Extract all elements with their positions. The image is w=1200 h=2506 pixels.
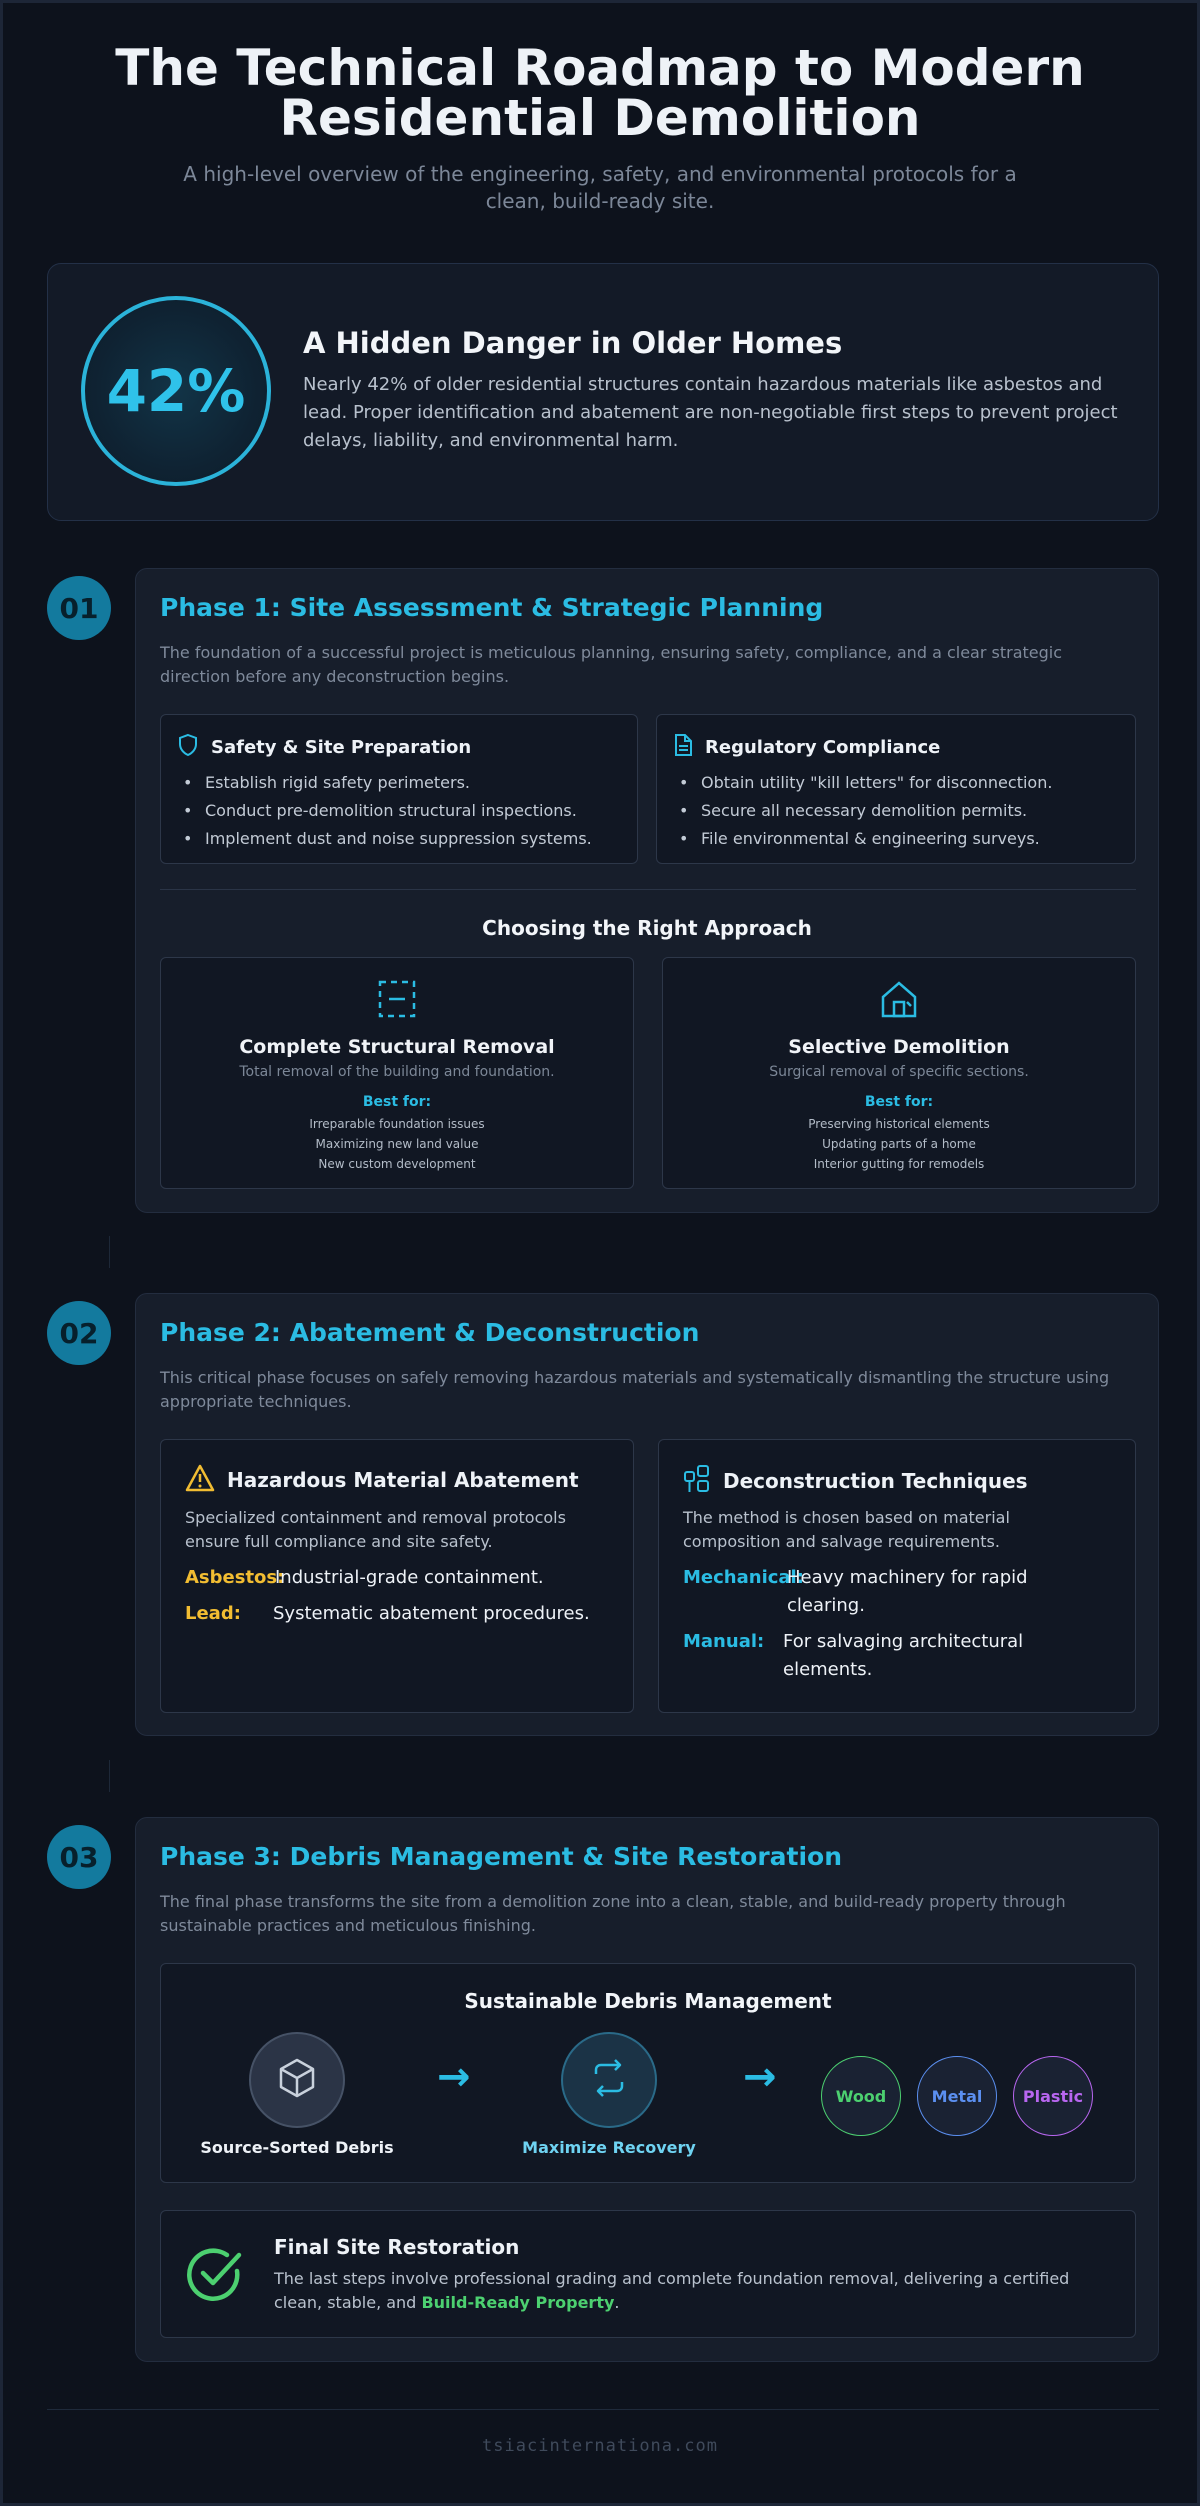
page-subtitle: A high-level overview of the engineering, safety, and environmental protocols for a clean, build-ready site. [183,162,1017,213]
hazard-abatement-box [160,1439,634,1713]
title-line-1: The Technical Roadmap to Modern [115,39,1085,97]
asbestos-value: Industrial-grade containment. [275,1567,544,1588]
phase-2-number: 02 [47,1301,111,1365]
stat-value: 42% [106,357,246,425]
mechanical-value-line-2: clearing. [787,1595,865,1616]
phase-3-card [135,1817,1159,2362]
final-text-end: . [614,2293,620,2312]
recycle-icon [587,2056,631,2104]
final-text: The last steps involve professional grading and complete foundation removal, delivering a certified clean, stable, and [274,2269,1070,2312]
lead-value: Systematic abatement procedures. [273,1603,590,1624]
material-metal: Metal [917,2056,997,2136]
final-text-block [274,2267,1114,2315]
option-description: Surgical removal of specific sections. [769,1064,1029,1080]
mechanical-row [683,1564,1143,1624]
approach-title: Choosing the Right Approach [482,916,812,940]
recovery-node [561,2032,657,2128]
phase-3-title: Phase 3: Debris Management & Site Restoration [160,1842,843,1871]
safety-list [181,769,592,853]
list-item: Updating parts of a home [822,1137,976,1151]
source-node [249,2032,345,2128]
list-item: Irreparable foundation issues [309,1117,485,1131]
hero-card [47,263,1159,521]
debris-title: Sustainable Debris Management [464,1989,832,2013]
debris-management-box [160,1963,1136,2183]
final-title: Final Site Restoration [274,2235,520,2259]
safety-box [160,714,638,864]
phase-3-description: The final phase transforms the site from a demolition zone into a clean, stable, and build-ready property through sustainable practices and meticulous finishing. [160,1892,1066,1935]
mechanical-key: Mechanical: [683,1567,804,1588]
phase-2-description: This critical phase focuses on safely removing hazardous materials and systematically dismantling the structure using appropriate techniques. [160,1368,1110,1411]
list-item: • File environmental & engineering surveys. [677,825,1052,853]
hero-title: A Hidden Danger in Older Homes [303,326,843,360]
safety-header [177,733,471,761]
house-icon [663,978,1135,1020]
hazard-header [185,1464,579,1496]
stat-circle [81,296,271,486]
divider [160,889,1136,890]
regulatory-header [673,733,940,761]
header [3,3,1197,215]
check-circle-icon [185,2245,245,2309]
phase-1-number: 01 [47,576,111,640]
source-label: Source-Sorted Debris [200,2138,394,2157]
arrow-right-icon: → [437,2054,471,2100]
dashed-square-icon [161,978,633,1020]
title-line-2: Residential Demolition [279,89,921,147]
selective-demolition-option [662,957,1136,1189]
list-item: • Establish rigid safety perimeters. [181,769,592,797]
manual-value-line-2: elements. [783,1659,873,1680]
best-for-label: Best for: [362,1094,432,1110]
document-icon [673,733,693,761]
hazard-text: Specialized containment and removal protocols ensure full compliance and site safety. [185,1508,566,1551]
techniques-heading: Deconstruction Techniques [723,1469,1028,1493]
techniques-text: The method is chosen based on material composition and salvage requirements. [683,1508,1010,1551]
page-title [3,39,1197,147]
timeline-connector [109,1760,110,1792]
recovery-label: Maximize Recovery [522,2138,696,2157]
cube-icon [275,2056,319,2104]
material-wood: Wood [821,2056,901,2136]
build-ready-highlight: Build-Ready Property [421,2293,615,2312]
asbestos-key: Asbestos: [185,1567,285,1588]
techniques-header [683,1464,1028,1498]
footer-text: tsiacinternationa.com [482,2436,718,2456]
phase-3-number: 03 [47,1825,111,1889]
warning-icon [185,1464,215,1496]
list-item: Maximizing new land value [315,1137,479,1151]
timeline-connector [109,1236,110,1268]
option-title: Selective Demolition [788,1036,1010,1058]
phase-2-card [135,1293,1159,1736]
manual-key: Manual: [683,1631,765,1652]
manual-value-line-1: For salvaging architectural [783,1631,1024,1652]
lead-key: Lead: [185,1603,241,1624]
material-plastic: Plastic [1013,2056,1093,2136]
regulatory-list [677,769,1052,853]
hero-text: Nearly 42% of older residential structures contain hazardous materials like asbestos and lead. Proper identification and abatement are non-negotiable first steps to prevent project delays, liability, and environmental harm. [303,374,1118,451]
shield-icon [177,733,199,761]
final-restoration-box [160,2210,1136,2338]
deconstruction-box [658,1439,1136,1713]
regulatory-heading: Regulatory Compliance [705,736,941,758]
list-item: • Conduct pre-demolition structural inspections. [181,797,592,825]
best-for-label: Best for: [864,1094,934,1110]
list-item: • Obtain utility "kill letters" for disconnection. [677,769,1052,797]
regulatory-box [656,714,1136,864]
complete-removal-option [160,957,634,1189]
list-item: Interior gutting for remodels [813,1157,985,1171]
list-item: • Secure all necessary demolition permits. [677,797,1052,825]
option-title: Complete Structural Removal [239,1036,555,1058]
mechanical-value-line-1: Heavy machinery for rapid [787,1567,1028,1588]
manual-row [683,1628,1143,1688]
option-description: Total removal of the building and foundation. [239,1064,555,1080]
phase-1-card [135,568,1159,1213]
list-item: Preserving historical elements [808,1117,990,1131]
phase-2-title: Phase 2: Abatement & Deconstruction [160,1318,700,1347]
hazard-heading: Hazardous Material Abatement [227,1468,579,1492]
list-item: New custom development [318,1157,476,1171]
list-item: • Implement dust and noise suppression systems. [181,825,592,853]
safety-heading: Safety & Site Preparation [211,736,472,758]
tools-icon [683,1464,711,1498]
footer-divider [47,2409,1159,2410]
arrow-right-icon: → [743,2054,777,2100]
phase-1-description: The foundation of a successful project is meticulous planning, ensuring safety, compliance, and a clear strategic direction before any deconstruction begins. [160,643,1063,686]
phase-1-title: Phase 1: Site Assessment & Strategic Planning [160,593,824,622]
